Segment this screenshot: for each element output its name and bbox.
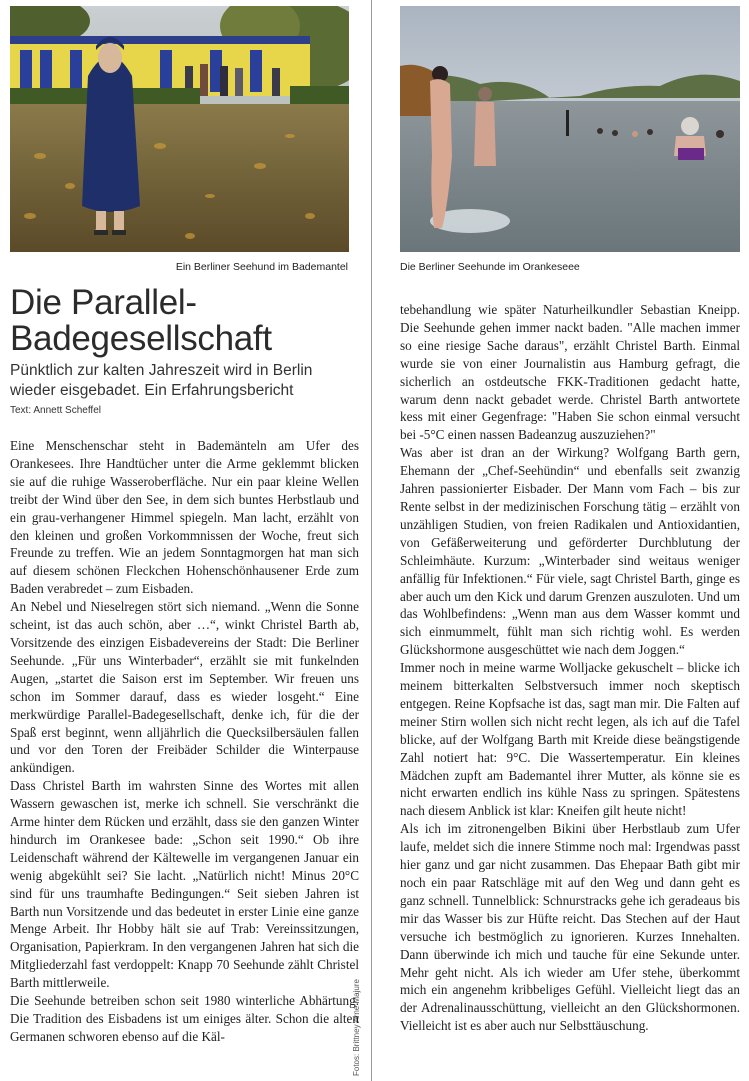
- photo2-illustration: [400, 6, 740, 252]
- paragraph: Die Seehunde betreiben schon seit 1980 winterliche Abhärtung. Die Tradition des Eisbadens ist um einiges älter. Schon die alten Germanen schworen ebenso auf die Käl-: [10, 993, 359, 1044]
- article-headline: [10, 285, 360, 357]
- headline-line: Die Parallel-: [10, 283, 197, 322]
- paragraph: An Nebel und Nieselregen stört sich niemand. „Wenn die Sonne scheint, ist das auch schön, aber …“, winkt Christel Barth ab, Vorsitzende des einzigen Eisbadevereins der Stadt: Die Berliner Seehunde. „Für uns Winterbader“, erzählt sie mit funkelnden Augen, „startet die Saison erst im September. Wir freuen uns schon im Sommer darauf, dass es wieder losgeht.“ Eine merkwürdige Parallel-Badegesellschaft, denke ich, für die der Spaß erst beginnt, wenn alljährlich die Quecksilbersäulen fallen und vor den Toren der Freibäder Schilder die Winterpause ankündigen.: [10, 599, 359, 776]
- article-column-left: [10, 437, 359, 1046]
- paragraph: Immer noch in meine warme Wolljacke gekuschelt – blicke ich meinem bitterkalten Selbstversuch immer noch skeptisch entgegen. Reine Kopfsache ist das, sagt man mir. Die Falten auf meiner Stirn wollen sich nicht recht legen, als ich auf die Tafel blicke, auf der Wolfgang Barth mit Kreide diese beängstigende Zahl notiert hat: 9°C. Die Wassertemperatur. Ein kleines Mädchen zupft am Bademantel ihrer Mutter, als könne sie es nicht erwarten endlich ins kühle Nass zu springen. Spätestens nach diesem Anblick ist klar: Kneifen gilt heute nicht!: [400, 660, 740, 819]
- article-subtitle: [10, 361, 360, 401]
- photo-caption: Ein Berliner Seehund im Bademantel: [175, 261, 348, 273]
- paragraph: Als ich im zitronengelben Bikini über Herbstlaub zum Ufer laufe, meldet sich die innere Stimme noch mal: Irgendwas passt hier ganz und gar nicht zusammen. Das Ehepaar Bath gibt mir noch ein paar Ratschläge mit auf den Weg und dann geht es ganz schnell. Tunnelblick: Schnurstracks gehe ich geradeaus bis mir das Wasser bis zur Hüfte reicht. Das Stechen auf der Haut versuche ich bestmöglich zu ignorieren. Kurzes Innehalten. Dann überwinde ich mich und tauche für eine Sekunde unter. Mehr geht nicht. Als ich wieder am Ufer stehe, überkommt mich ein angenehm kribbeliges Gefühl. Vielleicht liegt das an der Adrenalinausschüttung, vielleicht an den Glückshormonen. Vielleicht ist es aber auch nur Selbsttäuschung.: [400, 821, 740, 1034]
- paragraph: Was aber ist dran an der Wirkung? Wolfgang Barth gern, Ehemann der „Chef-Seehündin“ und ebenfalls seit zwanzig Jahren passionierter Eisbader. Der Mann vom Fach – bis zur Rente selbst in der medizinischen Forschung tätig – erzählt von unzähligen Studien, von freien Radikalen und Antioxidantien, von Gefäßerweiterung und geförderter Durchblutung der Schleimhäute. Kurzum: „Winterbader sind weitaus weniger anfällig für Infektionen.“ Für viele, sagt Christel Barth, ginge es aber auch um den Kick und darum Grenzen auszuloten. Und um das Wohlbefindens: „Wenn man aus dem Wasser kommt und sich einmummelt, fühlt man sich richtig wohl. Es werden Glückshormone ausgeschüttet wie nach dem Joggen.“: [400, 445, 740, 658]
- paragraph: Dass Christel Barth im wahrsten Sinne des Wortes mit allen Wassern gewaschen ist, merke ich schnell. Sie verschränkt die Arme hinter dem Rücken und erzählt, dass sie den ganzen Winter hindurch im Orankesee bade: „Schon seit 1990.“ Ob ihre Leidenschaft während der Kältewelle im vergangenen Januar ein wenig abgekühlt sei? Sie lacht. „Natürlich nicht! Minus 20°C sind für uns traumhafte Bedingungen.“ Seit sieben Jahren ist Barth nun Vorsitzende und das bedeutet in erster Linie eine ganze Menge Arbeit. Ihr Hobby hält sie auf Trab: Vereinssitzungen, Organisation, Papierkram. In den vergangenen Jahren hat sich die Mitgliederzahl fast verdoppelt: Knapp 70 Seehunde zählt Christel Barth mittlerweile.: [10, 778, 359, 991]
- paragraph: Eine Menschenschar steht in Bademänteln am Ufer des Orankesees. Ihre Handtücher unter die Arme geklemmt blicken sie auf die ruhige Wasseroberfläche. Nur ein paar kleine Wellen treibt der Wind über den See, in dem sich buntes Herbstlaub und ein grau-verhangener Himmel spiegeln. Man lacht, erzählt von den kleinen und großen Vorkommnissen der Woche, freut sich Freunde zu treffen. Wie an jedem Sonntagmorgen hat man sich auf diesem schönen Fleckchen Hohenschönhausener Erde zum Baden verabredet – zum Eisbaden.: [10, 438, 359, 597]
- photo1-illustration: [10, 6, 349, 252]
- photo-caption: Die Berliner Seehunde im Orankeseee: [400, 261, 580, 273]
- headline-line: Badegesellschaft: [10, 319, 272, 358]
- author-byline: Text: Annett Scheffel: [10, 405, 101, 416]
- subtitle-line: wieder eisgebadet. Ein Erfahrungsbericht: [10, 382, 294, 399]
- photo-man-in-bathrobe: [10, 6, 349, 252]
- photo-swimmers-in-lake: [400, 6, 740, 252]
- column-divider: [371, 0, 372, 1081]
- photo-credit: Fotos: Brittney Arne Majure: [352, 979, 361, 1076]
- paragraph: tebehandlung wie später Naturheilkundler Sebastian Kneipp. Die Seehunde gehen immer nackt baden. "Alle machen immer so eine riesige Sache daraus", erzählt Christel Barth. Einmal wurde sie von einer Journalistin aus Hamburg gefragt, die sicherlich an ostdeutsche FKK-Traditionen gedacht hatte, warum denn nackt gebadet werde. Christel Barth antwortete kess mit einer Gegenfrage: "Haben Sie schon einmal versucht bei -5°C einen nassen Badeanzug auszuziehen?": [400, 302, 740, 443]
- subtitle-line: Pünktlich zur kalten Jahreszeit wird in Berlin: [10, 362, 313, 379]
- article-column-right: [400, 301, 740, 1035]
